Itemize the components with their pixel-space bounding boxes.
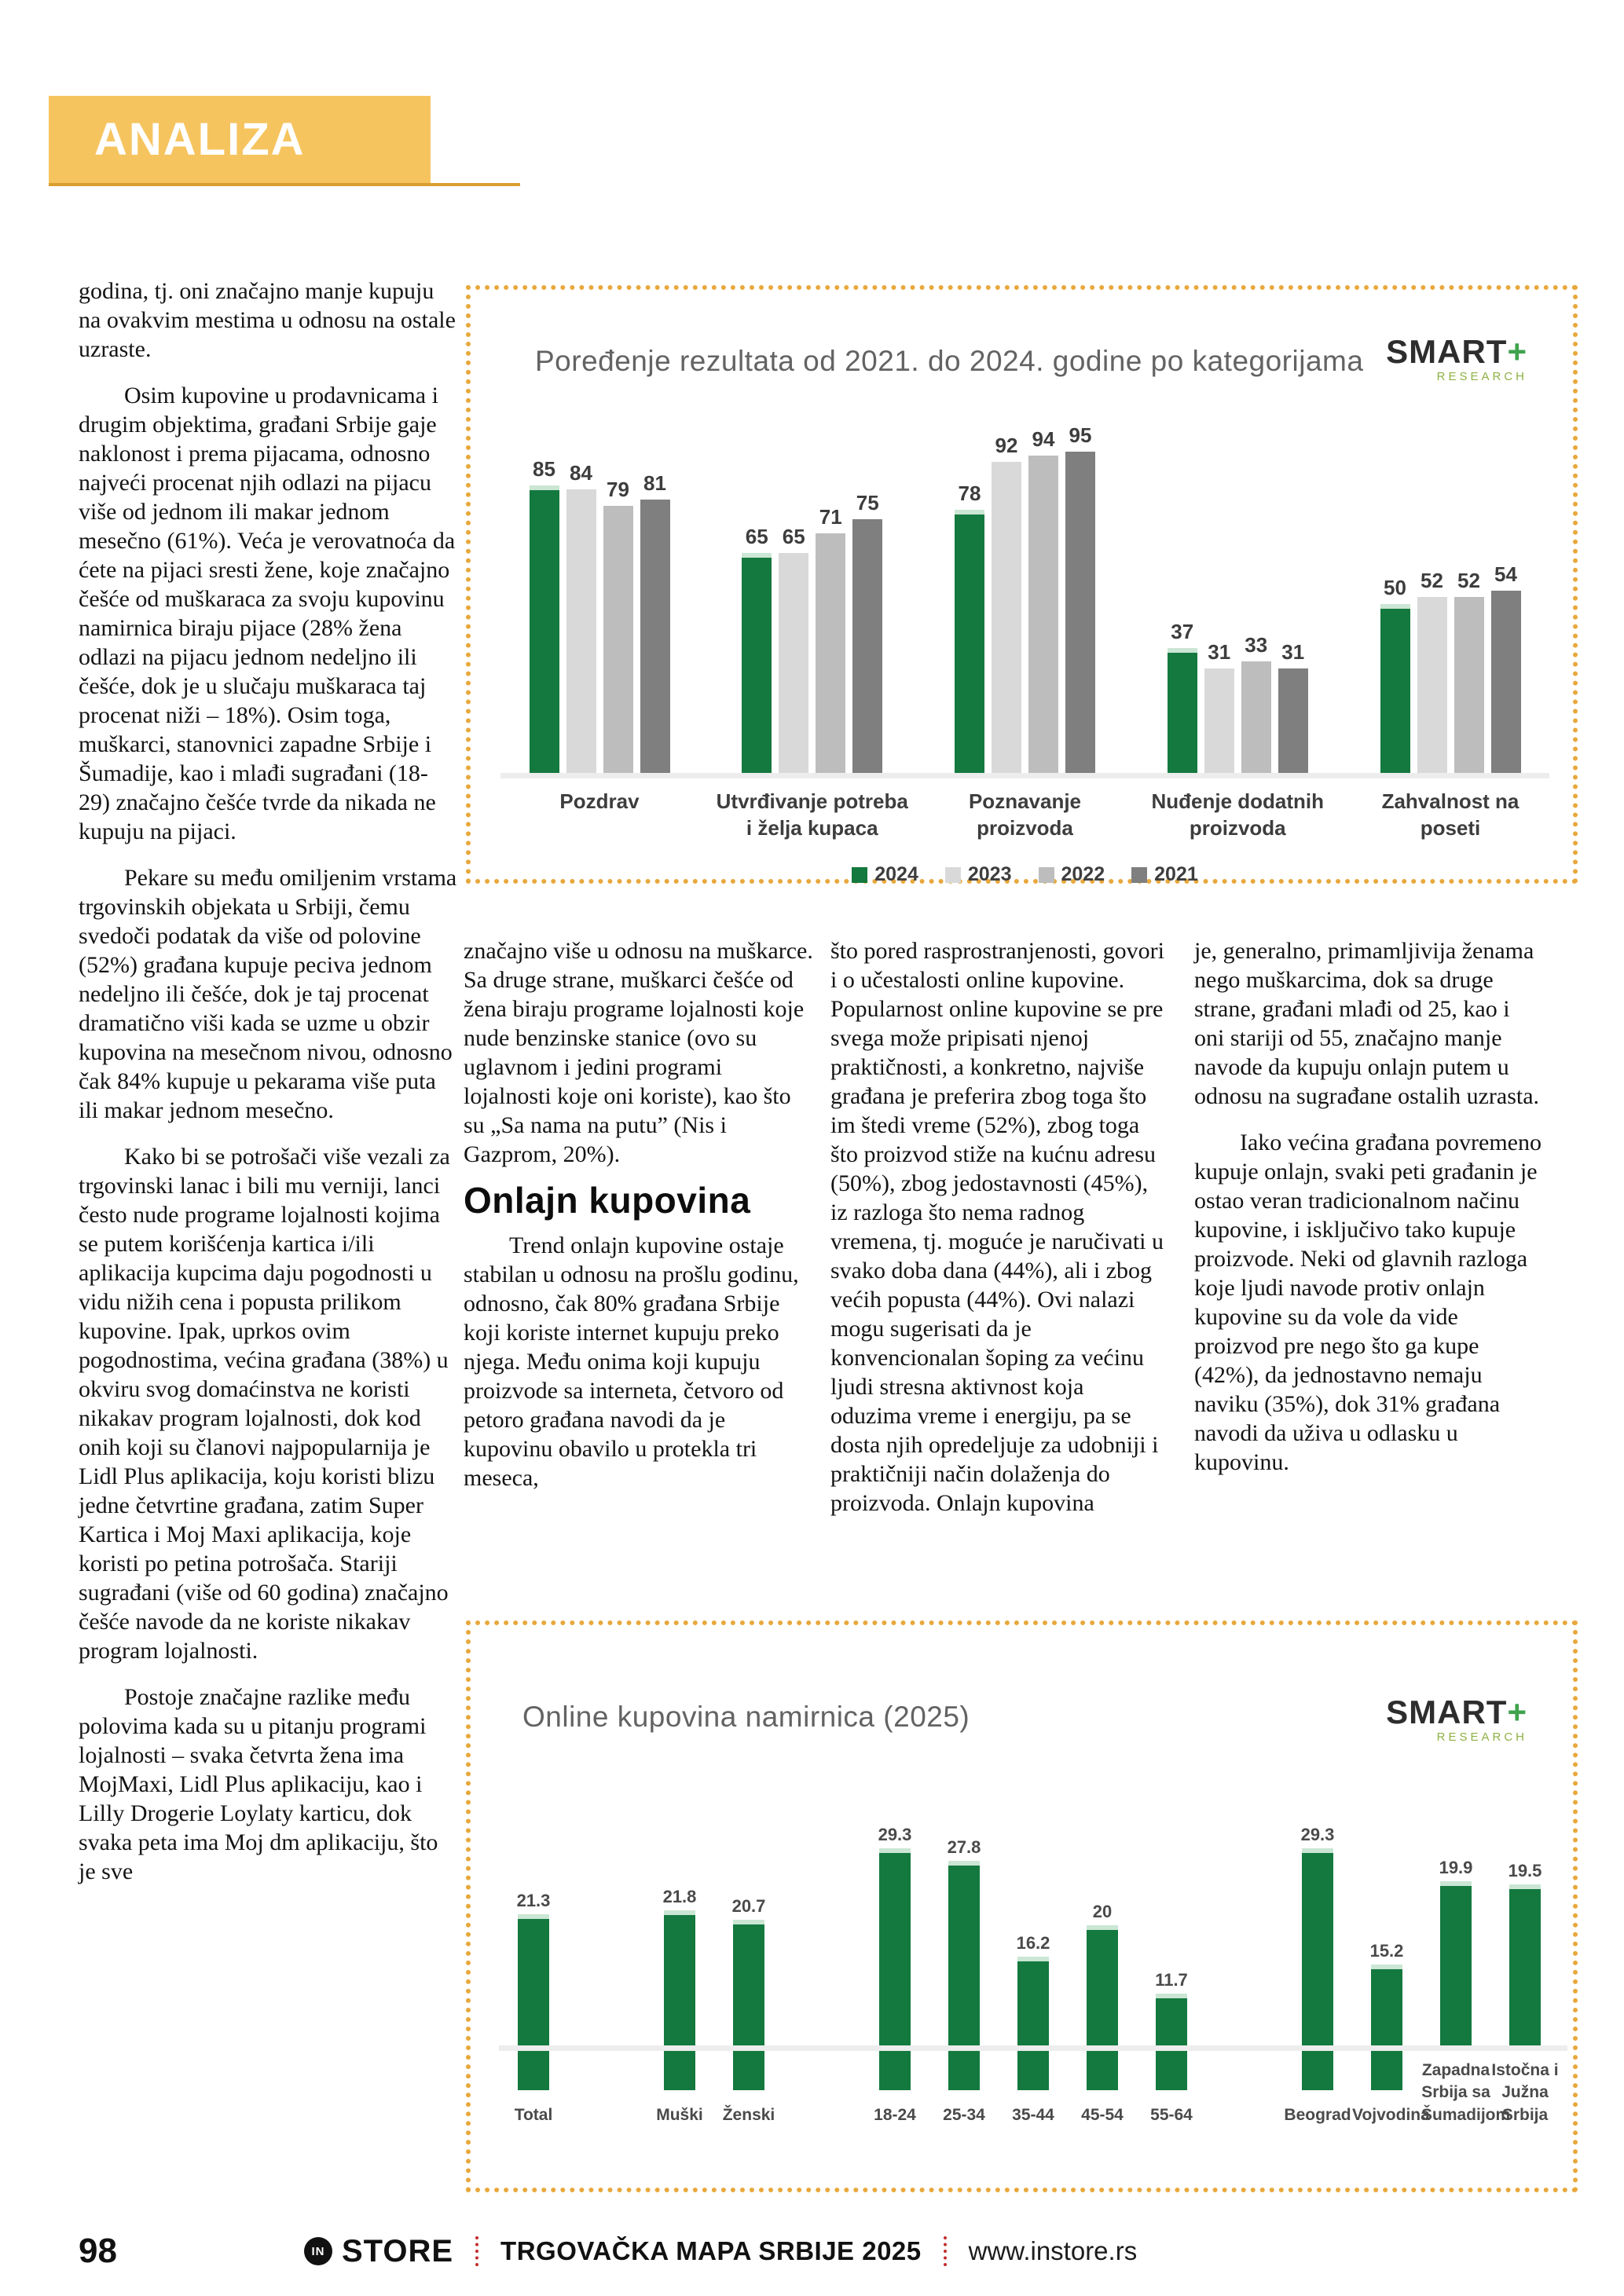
instore-logo-icon: IN [304,2237,332,2265]
paragraph: što pored rasprostranjenosti, govori i o učestalosti online kupovine. Popularnost online kupovine se pre svega može pripisati njenoj praktičnosti, a konkretno, najviše građana je preferira zbog toga što im štedi vreme (52%), zbog toga što proizvod stiže na kućnu adresu (50%), zbog jedostavnosti (45%), iz razloga što nema radnog vremena, tj. moguće je naručivati u svako doba dana (44%), ali i zbog većih popusta (44%). Ovi nalazi mogu sugerisati da je konvencionalan šoping za većinu ljudi stresna aktivnost koja oduzima vreme i energiju, pa se dosta njih opredeljuje za udobniji i praktičniji način dolaženja do proizvoda. Onlajn kupovina [830,938,1164,1516]
bar-value-label: 19.9 [1439,1858,1473,1877]
paragraph: godina, tj. oni značajno manje kupuju na ovakvim mestima u odnosu na ostale uzraste. [79,278,456,362]
x-tick-label: 25-34 [943,2105,985,2124]
bar-value-label: 79 [607,478,629,501]
bar-value-label: 20.7 [731,1895,766,1916]
x-tick-label: 18-24 [874,2105,916,2124]
chart-group [926,423,1124,850]
paragraph: Pekare su među omiljenim vrstama trgovinskih objekata u Srbiji, čemu svedoči podatak da više od polovine (52%) građana kupuje peciva jednom nedeljno ili češće, dok je taj procenat dramatično viši kada se uzme u obzir kupovina na mesečnom nivou, odnosno čak 84% kupuje u pekarama više puta ili makar jednom mesečno. [79,865,457,1123]
bar-value-label: 16.2 [1016,1932,1050,1953]
chart-group [713,423,911,850]
x-tick-label: Utvrđivanje potreba i želja kupaca [716,789,908,840]
chart-1-baseline [500,773,1549,778]
chart-1-bar-groups [500,423,1549,850]
legend-label: 2023 [967,863,1012,885]
article-column-1 [79,276,457,1903]
legend-item [1131,863,1198,886]
bar-slot [860,1819,929,2126]
smart-logo-text: SMART [1386,333,1508,370]
bar-value-label: 31 [1281,640,1305,664]
bar-slot [1421,1774,1511,2126]
bar [1241,661,1271,773]
bar [733,1920,764,2090]
bar-wrapper [640,471,670,773]
bar-value-label: 92 [995,434,1018,457]
bar-value-label: 75 [856,491,879,514]
publication-title: TRGOVAČKA MAPA SRBIJE 2025 [500,2236,922,2265]
smart-research-logo [1386,1696,1527,1743]
bar-value-label: 50 [1384,576,1406,599]
article-column-3 [830,936,1167,1535]
smart-logo-research: RESEARCH [1436,370,1527,383]
bar [1454,597,1484,773]
chart-group [1138,423,1336,850]
legend-item [945,863,1012,886]
bar-wrapper [1028,427,1058,773]
bar-value-label: 20 [1092,1901,1113,1921]
paragraph: značajno više u odnosu na muškarce. Sa druge strane, muškarci češće od žena biraju programe lojalnosti koje nude benzinske stanice (ovo su uglavnom i jedini programi lojalnosti koje oni koriste), kao što su „Sa nama na putu” (Nis i Gazprom, 20%). [464,938,813,1167]
bar [1017,1957,1049,2090]
x-tick-label: Ženski [722,2105,775,2124]
bar-value-label: 85 [533,457,555,481]
bar-slot [714,1819,783,2126]
bar-wrapper [1491,562,1521,773]
article-column-2 [464,936,814,1510]
bar-wrapper [742,525,772,773]
bar [1278,668,1308,773]
bar-value-label: 27.8 [947,1836,981,1857]
smart-logo-plus-icon: + [1507,1694,1527,1730]
bar-value-label: 54 [1494,562,1517,586]
chart-1-panel [466,285,1578,884]
chart-2-panel [466,1620,1578,2192]
bar-value-label: 71 [819,505,842,529]
bar [1509,1884,1541,2045]
bar-value-label: 81 [643,471,666,495]
bar-group [1168,423,1308,773]
paragraph: Iako većina građana povremeno kupuje onlajn, svaki peti građanin je ostao veran tradicionalnom načinu kupovine, i isključivo tako kupuje proizvode. Neki od glavnih razloga koje ljudi navode protiv onlajn kupovine su da vole da vide proizvod pre nego što ga kupe (42%), da jednostavno nemaju naviku (35%), dok 31% građana navodi da uživa u odlasku u kupovinu. [1194,1130,1542,1475]
bar-wrapper [1204,640,1234,773]
bar-group [530,423,670,773]
bar [1491,591,1521,773]
legend-swatch-icon [1039,867,1054,883]
x-tick-label: Zahvalnost na poseti [1381,789,1520,840]
bar [1302,1848,1333,2090]
bar [852,519,882,773]
x-tick-label: 35-44 [1012,2105,1054,2124]
x-tick-label: Poznavanje proizvoda [968,789,1082,840]
x-tick-label: 55-64 [1150,2105,1193,2124]
bar-group [955,423,1095,773]
bar-slot [1137,1819,1206,2126]
bar [1087,1925,1118,2090]
x-tick-label: 45-54 [1081,2105,1124,2124]
bar-wrapper [1417,569,1447,773]
bar [1028,456,1058,773]
footer-brand-row [304,2234,1137,2269]
bar-wrapper [955,482,984,773]
bar [664,1910,695,2090]
paragraph: Osim kupovine u prodavnicama i drugim objektima, građani Srbije gaje naklonost i prema pijacama, odnosno najveći procenat njih odlazi na pijacu više od jednom ili makar jednom mesečno (61%). Veća je verovatnoća da ćete na pijaci sresti žene, koje značajno češće od muškaraca za svoju kupovinu namirnica biraju pijace (28% žena odlazi na pijacu jednom nedeljno ili češće, dok je u slučaju muškaraca taj procenat niži – 18%). Osim toga, muškarci, stanovnici zapadne Srbije i Šumadije, kao i mlađi sugrađani (18-29) značajno češće tvrde da nikada ne kupuju na pijaci. [79,383,456,844]
bar-value-label: 52 [1421,569,1443,592]
bar-value-label: 95 [1069,423,1092,447]
bar-value-label: 21.8 [662,1886,697,1906]
bar [566,489,596,773]
legend-label: 2024 [874,863,918,885]
chart-2-plot-area [499,1774,1567,2175]
chart-group [1351,423,1549,850]
bar-value-label: 19.5 [1508,1861,1542,1880]
x-tick-label: Pozdrav [559,789,640,813]
bar-value-label: 94 [1032,427,1055,451]
bar [603,506,633,773]
paragraph: je, generalno, primamljivija ženama nego muškarcima, dok sa druge strane, građani mlađi od 25, kao i oni stariji od 55, značajno manje navode da kupuju onlajn putem u odnosu na sugrađane ostalih uzrasta. [1194,938,1540,1109]
bar-value-label: 37 [1171,620,1194,643]
bar-value-label: 84 [570,461,592,485]
paragraph: Trend onlajn kupovine ostaje stabilan u odnosu na prošlu godinu, odnosno, čak 80% građana Srbije koji koriste internet kupuju preko njega. Među onima koji kupuju proizvode sa interneta, četvoro od petoro građana navodi da je kupovinu obavilo u protekla tri meseca, [464,1232,799,1491]
bar-wrapper [566,461,596,773]
bar-value-label: 31 [1208,640,1231,664]
legend-item [852,863,918,886]
x-tick-label: Beograd [1284,2105,1351,2124]
bar-wrapper [1278,640,1308,773]
bar-slot [999,1819,1068,2126]
bar [518,1914,549,2090]
x-tick-label: Vojvodina [1352,2105,1430,2124]
page-number: 98 [79,2232,117,2270]
bar-slot [1068,1819,1137,2126]
bar-zone [1439,1774,1473,2045]
bar-value-label: 52 [1457,569,1480,592]
paragraph: Postoje značajne razlike među polovima kada su u pitanju programi lojalnosti – svaka četvrta žena ima MojMaxi, Lidl Plus aplikaciju, kao i Lilly Drogerie Loylaty karticu, dok svaka peta ima Moj dm aplikaciju, što je sve [79,1684,438,1884]
chart-2-title: Online kupovina namirnica (2025) [522,1701,970,1733]
bar-group [742,423,882,773]
bar [1156,1994,1187,2090]
subsection-heading: Onlajn kupovina [464,1180,751,1221]
bar-value-label: 11.7 [1155,1969,1188,1990]
bar-value-label: 29.3 [878,1824,912,1844]
bar-wrapper [1454,569,1484,773]
x-tick-label: Muški [656,2105,703,2124]
bar-value-label: 21.3 [516,1890,551,1910]
chart-2-bars [499,1774,1567,2126]
bar [1380,604,1410,773]
bar-slot [1283,1819,1352,2126]
bar [1204,668,1234,773]
legend-swatch-icon [1131,867,1147,883]
smart-logo-research: RESEARCH [1436,1730,1527,1744]
bar-value-label: 65 [745,525,768,548]
bar [1065,452,1095,773]
bar-value-label: 65 [782,525,805,548]
bar-value-label: 78 [958,482,981,505]
bar-slot [1490,1774,1560,2126]
bar-value-label: 15.2 [1369,1940,1404,1961]
chart-1-plot-area [500,423,1549,885]
banner-underline [49,183,520,186]
bar [816,533,845,773]
bar [955,510,984,773]
x-tick-label: Istočna i Južna Srbija [1491,2061,1559,2124]
x-tick-label: Zapadna Srbija sa Šumadijom [1421,2061,1511,2124]
bar-wrapper [1241,633,1271,773]
x-tick-label: Total [514,2105,553,2124]
section-title: ANALIZA [94,114,306,165]
bar-slot [929,1819,999,2126]
footer-divider [475,2236,478,2266]
bar-slot [645,1819,714,2126]
x-tick-label: Nuđenje dodatnih proizvoda [1151,789,1325,840]
store-logo-text: STORE [341,2233,454,2269]
article-column-4 [1194,936,1542,1494]
legend-swatch-icon [852,867,867,883]
chart-2-baseline [499,2045,1567,2051]
smart-logo-text: SMART [1386,1694,1508,1730]
bar-wrapper [1168,620,1197,773]
bar [1371,1965,1402,2090]
bar [1168,648,1197,773]
bar [1440,1881,1472,2045]
bar [640,500,670,773]
bar-wrapper [603,478,633,773]
legend-swatch-icon [945,867,961,883]
bar-wrapper [779,525,808,773]
smart-logo-plus-icon: + [1507,333,1527,370]
paragraph: Kako bi se potrošači više vezali za trgovinski lanac i bili mu verniji, lanci često nude programe lojalnosti kojima se putem korišćenja kartica i/ili aplikacija kupcima daju pogodnosti u vidu nižih cena i popusta prilikom kupovine. Ipak, uprkos ovim pogodnostima, većina građana (38%) u okviru svog domaćinstva ne koristi nikakav program lojalnosti, dok kod onih koji su članovi najpopularnija je Lidl Plus aplikacija, koju koristi blizu jedne četvrtine građana, zatim Super Kartica i Moj Maxi aplikacija, koje koristi po petina potrošača. Stariji sugrađani (više od 60 godina) značajno češće navode da ne koriste nikakav program lojalnosti. [79,1144,450,1664]
bar-group [1380,423,1521,773]
chart-1-title: Poređenje rezultata od 2021. do 2024. godine po kategorijama [535,345,1364,377]
bar-value-label: 29.3 [1300,1824,1335,1844]
bar [1417,597,1447,773]
bar-zone [1509,1774,1542,2045]
chart-group [500,423,698,850]
website-url: www.instore.rs [968,2236,1138,2265]
smart-research-logo [1386,335,1527,383]
bar [992,462,1021,773]
bar-wrapper [852,491,882,773]
bar-slot [499,1819,568,2126]
bar-wrapper [816,505,845,773]
bar [948,1861,980,2090]
bar [879,1848,911,2090]
legend-label: 2022 [1061,863,1105,885]
section-banner [49,96,431,183]
bar [742,553,772,773]
legend-item [1039,863,1105,886]
bar-wrapper [992,434,1021,773]
bar-value-label: 33 [1245,633,1268,657]
footer-divider [944,2236,947,2266]
bar [779,553,808,773]
bar-slot [1352,1819,1430,2126]
bar-wrapper [530,457,559,773]
chart-1-legend [500,863,1549,886]
bar-wrapper [1065,423,1095,773]
bar-wrapper [1380,576,1410,773]
legend-label: 2021 [1154,863,1198,885]
bar [530,485,559,773]
page-footer [79,2231,1548,2272]
